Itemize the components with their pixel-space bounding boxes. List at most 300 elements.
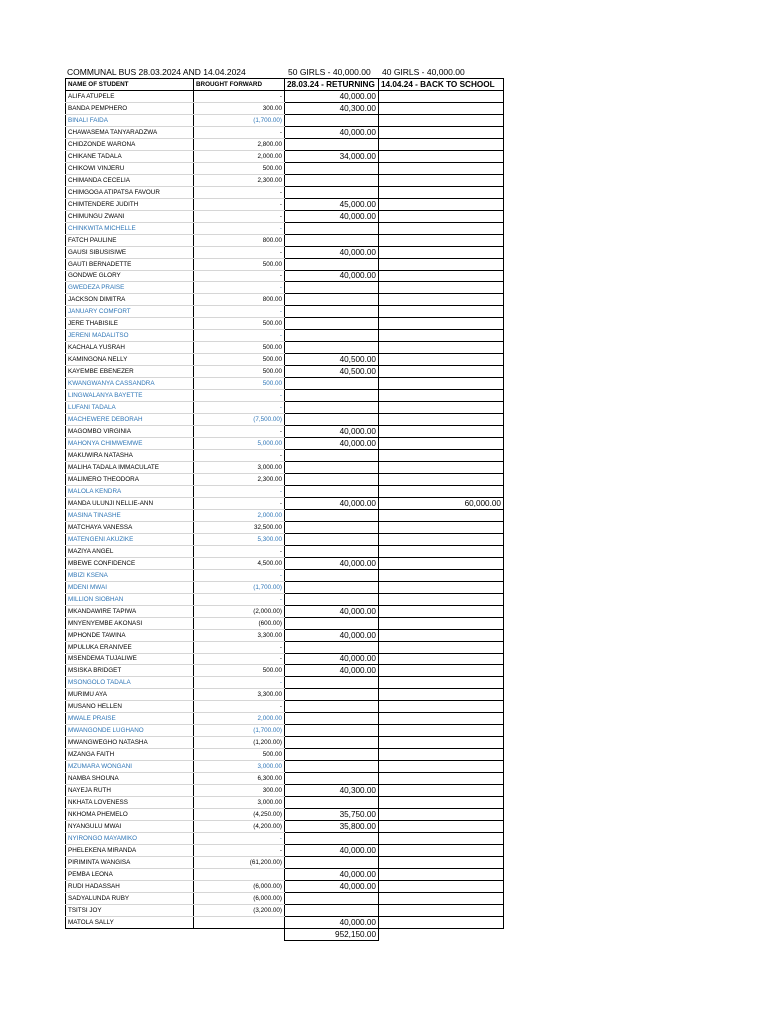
table-row	[66, 785, 504, 797]
table-row	[66, 761, 504, 773]
returning-amount-cell	[285, 390, 379, 402]
returning-amount-cell: 40,300.00	[285, 102, 379, 114]
returning-amount-cell	[285, 773, 379, 785]
table-row	[66, 605, 504, 617]
brought-forward-cell: 2,000.00	[194, 509, 285, 521]
table-row	[66, 809, 504, 821]
header-row	[66, 79, 504, 91]
table-row	[66, 713, 504, 725]
student-name-cell: MALIHA TADALA IMMACULATE	[66, 462, 194, 474]
back-to-school-amount-cell	[379, 880, 504, 892]
back-to-school-amount-cell	[379, 629, 504, 641]
brought-forward-cell: -	[194, 545, 285, 557]
back-to-school-amount-cell	[379, 438, 504, 450]
student-name-cell: JANUARY COMFORT	[66, 306, 194, 318]
table-row	[66, 102, 504, 114]
returning-amount-cell: 40,000.00	[285, 497, 379, 509]
table-row	[66, 402, 504, 414]
table-row	[66, 90, 504, 102]
table-row	[66, 294, 504, 306]
returning-amount-cell: 40,000.00	[285, 126, 379, 138]
back-to-school-amount-cell	[379, 330, 504, 342]
brought-forward-cell: (1,700.00)	[194, 114, 285, 126]
returning-amount-cell	[285, 701, 379, 713]
brought-forward-cell: -	[194, 90, 285, 102]
back-to-school-amount-cell	[379, 390, 504, 402]
table-row	[66, 198, 504, 210]
table-row	[66, 318, 504, 330]
student-name-cell: MKANDAWIRE TAPIWA	[66, 605, 194, 617]
spreadsheet	[65, 66, 504, 941]
table-row	[66, 797, 504, 809]
table-row	[66, 485, 504, 497]
returning-amount-cell: 40,000.00	[285, 90, 379, 102]
returning-amount-cell	[285, 797, 379, 809]
returning-amount-cell	[285, 114, 379, 126]
brought-forward-cell: -	[194, 450, 285, 462]
brought-forward-cell: (600.00)	[194, 617, 285, 629]
back-to-school-amount-cell	[379, 892, 504, 904]
table-row	[66, 150, 504, 162]
returning-amount-cell: 40,000.00	[285, 438, 379, 450]
back-to-school-amount-cell	[379, 426, 504, 438]
brought-forward-cell: -	[194, 210, 285, 222]
brought-forward-cell: 500.00	[194, 318, 285, 330]
back-to-school-amount-cell	[379, 306, 504, 318]
brought-forward-cell: -	[194, 653, 285, 665]
returning-amount-cell	[285, 186, 379, 198]
back-to-school-amount-cell	[379, 904, 504, 916]
table-row	[66, 126, 504, 138]
student-name-cell: CHAWASEMA TANYARADZWA	[66, 126, 194, 138]
returning-amount-cell	[285, 138, 379, 150]
table-row	[66, 450, 504, 462]
returning-amount-cell: 40,000.00	[285, 880, 379, 892]
back-to-school-amount-cell	[379, 545, 504, 557]
brought-forward-cell: 2,300.00	[194, 174, 285, 186]
back-to-school-amount-cell	[379, 689, 504, 701]
brought-forward-cell: -	[194, 845, 285, 857]
table-row	[66, 880, 504, 892]
table-row	[66, 186, 504, 198]
brought-forward-cell: 500.00	[194, 354, 285, 366]
brought-forward-cell: -	[194, 282, 285, 294]
student-name-cell: GONDWE GLORY	[66, 270, 194, 282]
table-row	[66, 545, 504, 557]
back-to-school-amount-cell	[379, 294, 504, 306]
returning-amount-cell	[285, 342, 379, 354]
returning-amount-cell	[285, 521, 379, 533]
returning-amount-cell	[285, 617, 379, 629]
back-to-school-amount-cell	[379, 797, 504, 809]
brought-forward-cell: -	[194, 833, 285, 845]
table-row	[66, 916, 504, 928]
student-name-cell: SADYALUNDA RUBY	[66, 892, 194, 904]
returning-amount-cell	[285, 641, 379, 653]
table-row	[66, 174, 504, 186]
brought-forward-cell: 4,500.00	[194, 557, 285, 569]
returning-amount-cell: 40,000.00	[285, 270, 379, 282]
brought-forward-cell: 300.00	[194, 102, 285, 114]
student-name-cell: KAYEMBE EBENEZER	[66, 366, 194, 378]
returning-amount-cell	[285, 174, 379, 186]
back-to-school-amount-cell	[379, 653, 504, 665]
brought-forward-cell: 32,500.00	[194, 521, 285, 533]
table-row	[66, 653, 504, 665]
student-name-cell: MAGOMBO VIRGINIA	[66, 426, 194, 438]
student-name-cell: MBEWE CONFIDENCE	[66, 557, 194, 569]
student-name-cell: MATCHAYA VANESSA	[66, 521, 194, 533]
table-row	[66, 282, 504, 294]
student-name-cell: MURIMU AYA	[66, 689, 194, 701]
brought-forward-cell: -	[194, 330, 285, 342]
brought-forward-cell: (2,000.00)	[194, 605, 285, 617]
back-to-school-amount-cell	[379, 473, 504, 485]
returning-amount-cell	[285, 689, 379, 701]
returning-amount-cell	[285, 485, 379, 497]
student-name-cell: CHIDZONDE WARONA	[66, 138, 194, 150]
back-to-school-amount-cell	[379, 210, 504, 222]
student-name-cell: BANDA PEMPHERO	[66, 102, 194, 114]
table-row	[66, 617, 504, 629]
table-row	[66, 246, 504, 258]
table-row	[66, 270, 504, 282]
brought-forward-cell: -	[194, 306, 285, 318]
table-row	[66, 330, 504, 342]
student-name-cell: MASINA TINASHE	[66, 509, 194, 521]
back-to-school-amount-cell	[379, 174, 504, 186]
back-to-school-amount-cell	[379, 833, 504, 845]
table-row	[66, 234, 504, 246]
title-row	[65, 66, 504, 78]
returning-amount-cell	[285, 330, 379, 342]
brought-forward-cell: (4,200.00)	[194, 821, 285, 833]
returning-amount-cell	[285, 725, 379, 737]
col-header-brought-forward: BROUGHT FORWARD	[194, 79, 285, 91]
back-to-school-amount-cell	[379, 521, 504, 533]
back-to-school-amount-cell	[379, 354, 504, 366]
table-row	[66, 773, 504, 785]
student-name-cell: PIRIMINTA WANGISA	[66, 856, 194, 868]
student-name-cell: GAUTI BERNADETTE	[66, 258, 194, 270]
student-name-cell: MNYENYEMBE AKONASI	[66, 617, 194, 629]
brought-forward-cell: (1,700.00)	[194, 581, 285, 593]
total-value: 952,150.00	[285, 928, 379, 940]
table-row	[66, 114, 504, 126]
student-name-cell: CHINKWITA MICHELLE	[66, 222, 194, 234]
returning-amount-cell: 40,000.00	[285, 629, 379, 641]
table-row	[66, 593, 504, 605]
returning-amount-cell: 40,000.00	[285, 845, 379, 857]
table-row	[66, 581, 504, 593]
table-row	[66, 438, 504, 450]
student-name-cell: KAMINGONA NELLY	[66, 354, 194, 366]
returning-amount-cell: 40,000.00	[285, 426, 379, 438]
brought-forward-cell: -	[194, 593, 285, 605]
student-name-cell: NKHATA LOVENESS	[66, 797, 194, 809]
table-row	[66, 497, 504, 509]
back-to-school-amount-cell	[379, 126, 504, 138]
back-to-school-amount-cell	[379, 414, 504, 426]
student-name-cell: JERENI MADALITSO	[66, 330, 194, 342]
table-row	[66, 306, 504, 318]
returning-amount-cell	[285, 509, 379, 521]
returning-amount-cell	[285, 162, 379, 174]
brought-forward-cell: 5,000.00	[194, 438, 285, 450]
table-row	[66, 641, 504, 653]
student-name-cell: CHIMANDA CECELIA	[66, 174, 194, 186]
student-name-cell: MUSANO HELLEN	[66, 701, 194, 713]
brought-forward-cell: -	[194, 186, 285, 198]
brought-forward-cell: 800.00	[194, 234, 285, 246]
back-to-school-amount-cell	[379, 138, 504, 150]
returning-amount-cell	[285, 904, 379, 916]
brought-forward-cell: (6,000.00)	[194, 880, 285, 892]
table-row	[66, 378, 504, 390]
student-name-cell: BINALI FAIDA	[66, 114, 194, 126]
back-to-school-amount-cell	[379, 366, 504, 378]
back-to-school-amount-cell	[379, 270, 504, 282]
student-name-cell: CHIMTENDERE JUDITH	[66, 198, 194, 210]
returning-amount-cell	[285, 677, 379, 689]
back-to-school-amount-cell	[379, 593, 504, 605]
student-name-cell: RUDI HADASSAH	[66, 880, 194, 892]
back-to-school-amount-cell	[379, 701, 504, 713]
brought-forward-cell: (4,250.00)	[194, 809, 285, 821]
student-name-cell: MACHEWERE DEBORAH	[66, 414, 194, 426]
brought-forward-cell: 2,300.00	[194, 473, 285, 485]
brought-forward-cell: 300.00	[194, 785, 285, 797]
table-row	[66, 354, 504, 366]
returning-amount-cell: 40,000.00	[285, 653, 379, 665]
student-name-cell: FATCH PAULINE	[66, 234, 194, 246]
table-row	[66, 138, 504, 150]
returning-amount-cell: 40,000.00	[285, 557, 379, 569]
student-name-cell: LUFANI TADALA	[66, 402, 194, 414]
table-row	[66, 904, 504, 916]
back-to-school-amount-cell	[379, 378, 504, 390]
back-to-school-amount-cell	[379, 246, 504, 258]
table-row	[66, 868, 504, 880]
brought-forward-cell: 500.00	[194, 378, 285, 390]
student-name-cell: MALOLA KENDRA	[66, 485, 194, 497]
returning-amount-cell: 35,800.00	[285, 821, 379, 833]
back-to-school-amount-cell	[379, 102, 504, 114]
table-row	[66, 533, 504, 545]
table-row	[66, 821, 504, 833]
table-row	[66, 749, 504, 761]
student-name-cell: MWANGWEGHO NATASHA	[66, 737, 194, 749]
table-row	[66, 856, 504, 868]
brought-forward-cell: -	[194, 641, 285, 653]
back-to-school-amount-cell	[379, 749, 504, 761]
brought-forward-cell: (7,500.00)	[194, 414, 285, 426]
returning-amount-cell	[285, 581, 379, 593]
returning-amount-cell: 40,000.00	[285, 605, 379, 617]
table-row	[66, 462, 504, 474]
student-name-cell: KWANGWANYA CASSANDRA	[66, 378, 194, 390]
student-name-cell: MAKUWIRA NATASHA	[66, 450, 194, 462]
returning-amount-cell	[285, 294, 379, 306]
brought-forward-cell: -	[194, 677, 285, 689]
brought-forward-cell: 500.00	[194, 366, 285, 378]
student-name-cell: MSONGOLO TADALA	[66, 677, 194, 689]
table-row	[66, 845, 504, 857]
back-to-school-amount-cell	[379, 785, 504, 797]
brought-forward-cell: -	[194, 402, 285, 414]
back-to-school-amount-cell	[379, 485, 504, 497]
table-row	[66, 366, 504, 378]
student-name-cell: MPULUKA ERANIVEE	[66, 641, 194, 653]
brought-forward-cell: -	[194, 426, 285, 438]
student-name-cell: GWEDEZA PRAISE	[66, 282, 194, 294]
back-to-school-amount-cell	[379, 677, 504, 689]
back-to-school-amount-cell	[379, 402, 504, 414]
back-to-school-amount-cell	[379, 605, 504, 617]
student-bus-table	[65, 78, 504, 941]
brought-forward-cell: (1,200.00)	[194, 737, 285, 749]
table-row	[66, 473, 504, 485]
table-row	[66, 557, 504, 569]
back-to-school-amount-cell	[379, 450, 504, 462]
returning-amount-cell	[285, 378, 379, 390]
returning-amount-cell: 40,000.00	[285, 246, 379, 258]
table-row	[66, 569, 504, 581]
brought-forward-cell: 3,000.00	[194, 462, 285, 474]
student-name-cell: MSENDEMA TUJALIWE	[66, 653, 194, 665]
col-header-back-to-school: 14.04.24 - BACK TO SCHOOL	[379, 79, 504, 91]
table-row	[66, 521, 504, 533]
student-name-cell: JERE THABISILE	[66, 318, 194, 330]
back-to-school-amount-cell	[379, 737, 504, 749]
brought-forward-cell: 2,800.00	[194, 138, 285, 150]
back-to-school-amount-cell	[379, 641, 504, 653]
table-row	[66, 342, 504, 354]
brought-forward-cell	[194, 868, 285, 880]
back-to-school-amount-cell	[379, 318, 504, 330]
returning-note: 50 GIRLS - 40,000.00	[288, 67, 371, 77]
student-name-cell: MDENI MWAI	[66, 581, 194, 593]
returning-amount-cell: 35,750.00	[285, 809, 379, 821]
returning-amount-cell	[285, 402, 379, 414]
back-to-school-amount-cell	[379, 569, 504, 581]
back-to-school-amount-cell	[379, 282, 504, 294]
returning-amount-cell: 45,000.00	[285, 198, 379, 210]
student-name-cell: NYANGULU MWAI	[66, 821, 194, 833]
table-row	[66, 689, 504, 701]
brought-forward-cell: -	[194, 390, 285, 402]
student-name-cell: NAMBA SHOUNA	[66, 773, 194, 785]
student-name-cell: NYIRONGO MAYAMIKO	[66, 833, 194, 845]
returning-amount-cell	[285, 892, 379, 904]
back-to-school-amount-cell	[379, 533, 504, 545]
brought-forward-cell: -	[194, 497, 285, 509]
back-to-school-amount-cell	[379, 342, 504, 354]
brought-forward-cell: 3,000.00	[194, 797, 285, 809]
returning-amount-cell	[285, 462, 379, 474]
back-to-school-amount-cell	[379, 462, 504, 474]
student-name-cell: MANDA ULUNJI NELLIE-ANN	[66, 497, 194, 509]
student-name-cell: MALIMERO THEODORA	[66, 473, 194, 485]
brought-forward-cell: -	[194, 198, 285, 210]
col-header-returning: 28.03.24 - RETURNING	[285, 79, 379, 91]
back-to-school-amount-cell	[379, 821, 504, 833]
brought-forward-cell: -	[194, 270, 285, 282]
student-name-cell: TSITSI JOY	[66, 904, 194, 916]
student-name-cell: CHIKANE TADALA	[66, 150, 194, 162]
brought-forward-cell: 800.00	[194, 294, 285, 306]
col-header-name: NAME OF STUDENT	[66, 79, 194, 91]
brought-forward-cell: -	[194, 126, 285, 138]
table-row	[66, 892, 504, 904]
student-name-cell: MILLION SIOBHAN	[66, 593, 194, 605]
table-row	[66, 629, 504, 641]
returning-amount-cell: 40,000.00	[285, 868, 379, 880]
returning-amount-cell: 40,500.00	[285, 366, 379, 378]
back-to-school-amount-cell	[379, 868, 504, 880]
brought-forward-cell: 500.00	[194, 162, 285, 174]
brought-forward-cell: 3,300.00	[194, 689, 285, 701]
brought-forward-cell: 500.00	[194, 665, 285, 677]
student-name-cell: PHELEKENA MIRANDA	[66, 845, 194, 857]
brought-forward-cell: -	[194, 569, 285, 581]
back-to-school-amount-cell	[379, 258, 504, 270]
returning-amount-cell	[285, 593, 379, 605]
returning-amount-cell	[285, 856, 379, 868]
returning-amount-cell: 40,300.00	[285, 785, 379, 797]
brought-forward-cell: (1,700.00)	[194, 725, 285, 737]
table-row	[66, 725, 504, 737]
brought-forward-cell: 2,000.00	[194, 150, 285, 162]
back-to-school-amount-cell	[379, 856, 504, 868]
brought-forward-cell: 3,300.00	[194, 629, 285, 641]
brought-forward-cell: 500.00	[194, 749, 285, 761]
brought-forward-cell: 6,300.00	[194, 773, 285, 785]
table-row	[66, 677, 504, 689]
brought-forward-cell: (61,200.00)	[194, 856, 285, 868]
returning-amount-cell: 40,000.00	[285, 210, 379, 222]
returning-amount-cell	[285, 222, 379, 234]
back-to-school-note: 40 GIRLS - 40,000.00	[382, 67, 465, 77]
brought-forward-cell: -	[194, 701, 285, 713]
back-to-school-amount-cell	[379, 809, 504, 821]
back-to-school-amount-cell	[379, 509, 504, 521]
student-name-cell: MWALE PRAISE	[66, 713, 194, 725]
returning-amount-cell	[285, 749, 379, 761]
returning-amount-cell: 34,000.00	[285, 150, 379, 162]
back-to-school-amount-cell	[379, 916, 504, 928]
brought-forward-cell: -	[194, 485, 285, 497]
returning-amount-cell	[285, 533, 379, 545]
student-name-cell: NKHOMA PHEMELO	[66, 809, 194, 821]
returning-amount-cell	[285, 833, 379, 845]
brought-forward-cell: 2,000.00	[194, 713, 285, 725]
student-name-cell: ALIFA ATUPELE	[66, 90, 194, 102]
back-to-school-amount-cell: 60,000.00	[379, 497, 504, 509]
returning-amount-cell: 40,000.00	[285, 916, 379, 928]
student-name-cell: CHIKOWI VINJERU	[66, 162, 194, 174]
returning-amount-cell	[285, 737, 379, 749]
student-name-cell: MATOLA SALLY	[66, 916, 194, 928]
returning-amount-cell	[285, 318, 379, 330]
returning-amount-cell: 40,500.00	[285, 354, 379, 366]
student-name-cell: GAUSI SIBUSISIWE	[66, 246, 194, 258]
returning-amount-cell	[285, 306, 379, 318]
back-to-school-amount-cell	[379, 557, 504, 569]
student-name-cell: MZUMARA WONGANI	[66, 761, 194, 773]
returning-amount-cell	[285, 713, 379, 725]
student-name-cell: MBIZI KSENA	[66, 569, 194, 581]
